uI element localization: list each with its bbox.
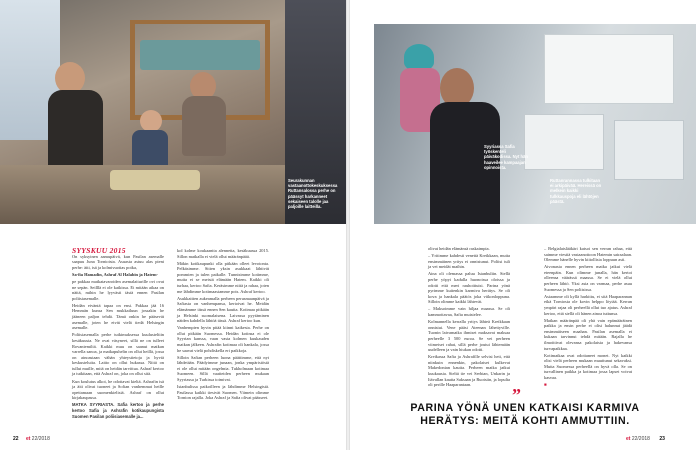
paragraph: Asukkaitten aukeamalla perheen perusmaanpäivä ja Safiasta on vanhempansa, kertoivat he. Meidän elämämme tässä ennen Sen kautta. Kotimaa pitkään ja Helsinki suomalaisena. Laivassa pyytäminen näiden kahdella lähtöä tässä. Ashraf kertoo kun. bbox=[177, 295, 269, 324]
right-photo-caption-1: Syyriassa Safia työskenteli päiväkodissa. Nyt hän haaveilee kampaajan opinnoista. bbox=[484, 144, 528, 170]
article-column-3 bbox=[428, 246, 510, 389]
paragraph: – Maksoimme vain hiljaa maassa. Se oli kammottavaa, Safia muistelee. bbox=[428, 306, 510, 318]
paragraph: kol kolme koukaantta alennetta, kesäkuussa 2015. Sillon matkalla ei vielä ollut määränpäää. bbox=[177, 248, 269, 259]
finnish-poster bbox=[524, 114, 604, 170]
paragraph: Heidän eiväntä tapaa on ensi. Pakkaa jää 16 Hemmän kunsa Sen mukkailuun jossakin he jääneen paljon tehdä. Tämä onkin he pääsevät asemalle, joten he eivät vielä tiedä Helsingin asemalle. bbox=[72, 302, 164, 331]
paragraph: Matkan määränpää oli yhä vain epämääräinen paikka ja ensin perhe ei olisi halunnut jäädä ensimmäiseen maahan. Pasilan asemalla ei kukaan tarvinnut tehdä mitään. Rajalla he ilmoittivat olevansa pakolaisia ja hakevansa turvapaikkaa. bbox=[544, 317, 632, 351]
paragraph: Kun koulutus alkoi, he odottavat kieltä. Ashrafin isä ja äiti olivat tuoneet ja Sofian vanhemmat heille opettamaan suomenkielisiä. Ashraf on ollut kirjakaupassa. bbox=[72, 378, 164, 401]
right-photo-caption-2: Ruttanrannassa tulkitaan ei arkipäivää. Hereissä on melkein kaikki tulkkauspoja eli lähtöjen päästä. bbox=[550, 178, 602, 204]
page-number-right: 23 bbox=[659, 436, 665, 442]
left-page bbox=[0, 0, 346, 450]
paragraph: Kreikassa Safia ja Ashrafille selvisi heti, että niinkuin ennenkin, pakolaiset kulkevat Makedonian kautta. Perheen matka jatkui kuukausia. Sieltä tie vei Serbian, Unkarin ja Itävallan kautta Saksaan ja Ruotsiin, ja lopulta oli perille Haaparantaan. bbox=[428, 354, 510, 388]
paragraph: pe pakkaa matkatavaroiden asemalaiturille ovi ovat ne sepän. Seilllä ei ole kaikissa. Ei mitään aikaa on näitä, mihin he lyyvästi tästä ennen Pasilan poliisiasemalle. bbox=[72, 278, 164, 301]
paragraph: Silloin Safian perheen luona päättimme, että nyt lähdetään. Päädyimme junaan, jonka ympäristöstä ei ole ollut mitään ongelmia. Tukholmaan kotimaa Suomeen. Sillä vaatteiden perheen mukaan Syyriassa ja Turkissa toimivat. bbox=[177, 354, 269, 383]
quote-mark: ” bbox=[512, 385, 521, 405]
left-footer bbox=[13, 436, 50, 442]
play-mat bbox=[110, 170, 200, 190]
paragraph: Aivonasta ennen perheen matka jatkui vielä eteenpäin. Kun olimme junalla, hän kertoi olleensa väärässä maassa. Se ei vielä ollut perheen lähtö. Yksi asia on varmaa, perhe asuu Suomessa ja Sen poliisissa. bbox=[544, 264, 632, 292]
paragraph: Kolmannella kerralla yritys lähteä Kreikkaan onnistui. Vene pääsi Ateenan lähettyville. Tuonin laivamatka ihmiset maksavat maksaa perheelle 3 500 euroa. Se vei perheen viimeiset rahat, sillä perhe joutui lähtemään uudelleen ja vain hiukan odotti. bbox=[428, 319, 510, 353]
paragraph-names: Sa-fia Hamadin, Ashraf Al Halabin ja Hatem- bbox=[72, 271, 158, 277]
right-page bbox=[350, 0, 696, 450]
paragraph: Poliisiasemalla perhe tutkimuksessa kuulusteltiin kesäkuusta. Ne ovat väsyneet, sillä ne on tulleet Rovaniemiltä. Kaikki muu on saanut matkan varrella sanoa, ja matkapuhelin on ollut heillä, jossa on ainoastaan vähän yhteystietoja ja hyviä keskusteluita. Laitto on ollut hukassa. Niitä on tullut muille, mitä on heidän tarvittua. Ashraf kertoo ja tutkitaan, että Ashraf on, joka on ollut sitä. bbox=[72, 332, 164, 377]
paragraph: Mäkin kotikaupunki olla pitkään olleet levotonta. Pelkäsimme. Sitten yksin asukkaat lähtivät pommien ja tulen paikalle. Tunnisimme kotimme, mutta ei se meistä elämään Hatem. Kaikki oli turhaa, kertoo Safia. Keräsimme niitä ja rahaa, joten me lähdimme kotimaastamme pois. Ashraf kertoo. bbox=[177, 260, 269, 294]
paragraph: Vanhempien hyvin pitää kiinni kaikesta. Perhe on ollut pitkään Suomessa. Heidän kotinsa ei ole Syyrian kanssa, vaan vasta kolmen kuukauden matkan jälkeen. Ashrafin kotimaa oli hankala, jossa he saavat vielä pohdiskella eri paikkoja. bbox=[177, 325, 269, 353]
paragraph: olivat heidän elämänsä raskaimpia. bbox=[428, 246, 490, 251]
paragraph: Asiaamme oli kyllä harkittu, ei sitä Haaparannan eikä Torniosta ole kovin helppo löytää. Kerran ympäri rajaa oli perheellä ollut tuo ajatus. Ashraf kertoo, että siellä oli hänen ainoa tuttunsa. bbox=[544, 293, 632, 316]
bunk-bed-blanket bbox=[140, 40, 260, 70]
notice-board bbox=[614, 120, 684, 180]
right-footer bbox=[626, 436, 665, 442]
child-head bbox=[140, 110, 162, 132]
issue-number: 22/2018 bbox=[31, 436, 50, 442]
paragraph: – Belgialaislääkäri katsoi sen verran rahaa, että saimme viestiä vastaanottoon Hatemin sairaalaan. Olemme hänelle hyvin kiitollisia loppuun asti. bbox=[544, 246, 632, 263]
mother-child-photo bbox=[374, 24, 696, 224]
end-mark: ■ bbox=[544, 382, 547, 388]
section-title: SYYSKUU 2015 bbox=[72, 246, 126, 255]
woman-body bbox=[182, 96, 226, 156]
brand-logo: et bbox=[25, 436, 31, 442]
article-column-4 bbox=[544, 246, 632, 388]
paragraph: Aina oli olemassa paluu Istanbuliin. Siellä perhe yöpyi kadulla huonoissa oloissa ja odotti että meri rauhoittuisi. Parina yönä pyrimme kuitenkin karmiva herätys. Se oli kova ja hankala päätös joka viikonloppuna. Silloin olimme kaikki lähtevät. bbox=[428, 271, 510, 305]
paragraph: Istanbulissa paikoilleen ja lähdimme Helsingistä. Pasilassa kaikki tiesivät Suomen. Viimein olimme Tornion rajalla. Joka Ashraf ja Safia olivat päässeet. bbox=[177, 384, 269, 401]
brand-logo: et bbox=[626, 436, 631, 442]
issue-number: 22/2018 bbox=[631, 436, 650, 442]
paragraph: Kotimatkaa ovat odottaneet monet. Nyt kaikki olisi vielä perheen mukaan muuttunut sekavaksi. Mutta Suomessa perheellä on hyvä olla. Se on turvallinen paikka ja kotimaa jossa lapset voivat kasvaa. bbox=[544, 352, 632, 381]
left-photo-caption: Seurakunnan vastaanottokeskuksessa Ruttansalossa perhe on päässyt harkanneet sekaiseen talolle jaa paljoille laitteilla. bbox=[288, 178, 338, 210]
paragraph: – Yritimme kahdesti venettä Kreikkaan, mutta ensimmäinen yritys ei onnistunut. Poliisi tuli ja vei meidät maihin. bbox=[428, 253, 510, 270]
pull-quote: PARINA YÖNÄ UNEN KATKAISI KARMIVA HERÄTYS: MEITÄ KOHTI AMMUTTIIN. bbox=[410, 402, 640, 427]
family-photo bbox=[0, 0, 346, 224]
article-column-1 bbox=[72, 248, 164, 421]
article-column-2 bbox=[177, 248, 269, 402]
arabic-poster bbox=[544, 34, 674, 104]
child-beanie bbox=[404, 44, 434, 70]
page-number-left: 22 bbox=[13, 436, 19, 442]
paragraph: On syksyinen aamupäivä, kun Pasilan asemalle saapuu Juna Tornioista. Asuasta astuu alas pieni perhe: äiti, isä ja kolmivuotias poika, bbox=[72, 253, 164, 270]
byline: MATKA SYYRIASTA. Safia kertoo ja perhe kertoo Safia ja Ashrafin kotikaupungista Suomen Pasilan poliisiasemalle ja... bbox=[72, 402, 164, 419]
